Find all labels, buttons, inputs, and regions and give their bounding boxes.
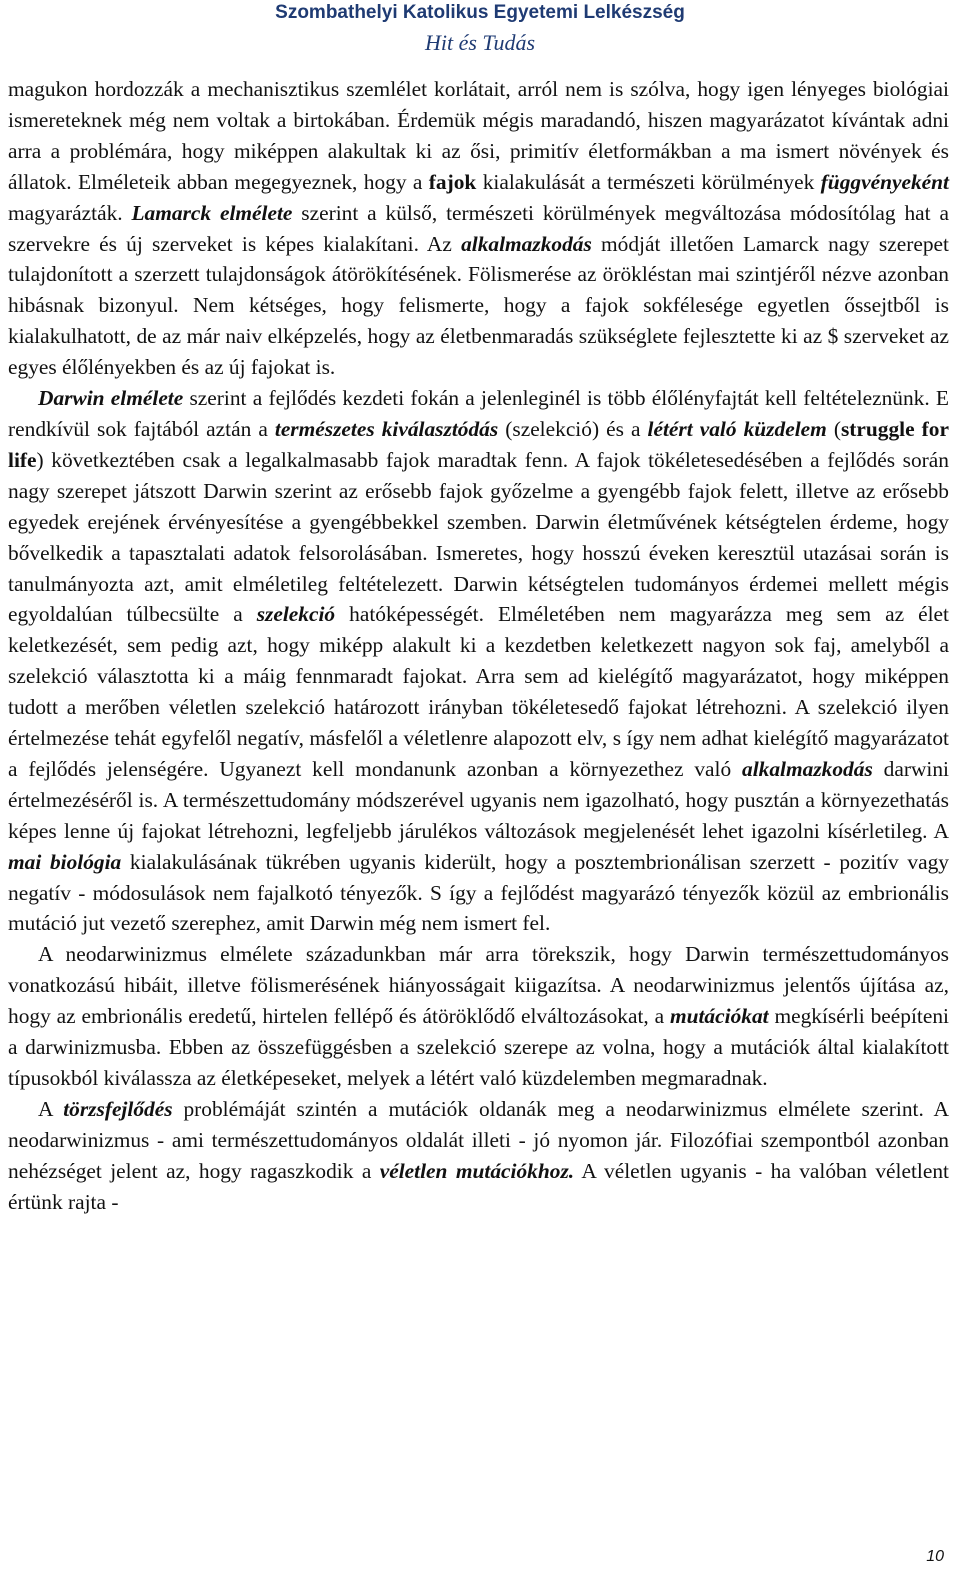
document-body <box>8 74 949 1218</box>
text-run: hatóképességét. Elméletében nem magyarázza meg sem az élet keletkezését, sem pedig azt, hogy miképp alakult ki a kezdetben keletkezett nagyon sok faj, amelyből a szelekció választotta ki a máig fennmaradt fajokat. Arra sem ad kielégítő magyarázatot, hogy miképpen tudott a merőben véletlen szelekció határozott irányban tökéletesedő fajokat létrehozni. A szelekció ilyen értelmezése tehát egyfelől negatív, másfelől a véletlenre alapozott elv, s így nem adhat kielégítő magyarázatot a fejlődés jelenségére. Ugyanezt kell mondanunk azonban a környezethez való <box>8 602 949 781</box>
emphasized-text: struggle for life <box>8 416 949 472</box>
emphasized-text: véletlen mutációkhoz. <box>379 1158 575 1183</box>
text-run: darwini értelmezéséről is. A természettudomány módszerével ugyanis nem igazolható, hogy pusztán a környezethatás képes lenne új fajokat létrehozni, legfeljebb járulékos változások megjelenését lehet igazolni kísérletileg. A <box>8 756 949 843</box>
emphasized-text: Darwin elmélete <box>38 386 184 411</box>
text-run: ( <box>826 416 841 441</box>
text-run: ) következtében csak a legalkalmasabb fajok maradtak fenn. A fajok tökéletesedésében a fejlődés során nagy szerepet játszott Darwin szerint az erősebb fajok győzelme a gyengébb fajok felett, illetve az erősebb egyedek erejének érvényesítése a gyengébbekkel szemben. Darwin életművének kétségtelen érdeme, hogy bővelkedik a tapasztalati adatok felsorolásában. Ismeretes, hogy hosszú éveken keresztül utazásai során is tanulmányozta azt, amit elméletileg feltételezett. Darwin kétségtelen tudományos érdemei mellett mégis egyoldalúan túlbecsülte a <box>8 447 949 627</box>
text-run: kialakulását a természeti körülmények <box>476 169 821 194</box>
emphasized-text: természetes kiválasztódás <box>274 416 499 441</box>
emphasized-text: alkalmazkodás <box>461 231 592 256</box>
emphasized-text: törzsfejlődés <box>63 1096 173 1121</box>
paragraph <box>8 383 949 939</box>
text-run: módját illetően Lamarck nagy szerepet tulajdonított a szerzett tulajdonságok átörökítésének. Fölismerése az örökléstan mai szintjéről nézve azonban hibásnak bizonyul. Nem kétséges, hogy felismerte, hogy a fajok sokfélesége egyetlen ősseјtből is kialakulhatott, de az már naiv elképzelés, hogy az életbenmaradás szükséglete fejlesztette ki az $ szerveket az egyes élőlényekben és az új fajokat is. <box>8 231 949 380</box>
paragraph <box>8 74 949 383</box>
page-number: 10 <box>926 1548 944 1565</box>
text-run: magyarázták. <box>8 200 132 225</box>
emphasized-text: alkalmazkodás <box>742 756 873 781</box>
text-run: A neodarwinizmus elmélete századunkban már arra törekszik, hogy Darwin természettudományos vonatkozású hibáit, illetve fölismerésének hiányosságait kiigazítsa. A neodarwinizmus jelentős újítása az, hogy az embrionális eredetű, hirtelen fellépő és átöröklődő elváltozásokat, a <box>8 942 949 1029</box>
emphasized-text: fajok <box>428 169 477 194</box>
text-run: A véletlen ugyanis - ha valóban véletlent értünk rajta - <box>8 1158 949 1214</box>
emphasized-text: Lamarck elmélete <box>131 200 293 225</box>
header-subtitle: Hit és Tudás <box>424 30 536 55</box>
paragraph <box>8 939 949 1094</box>
header-organization: Szombathelyi Katolikus Egyetemi Lelkészség <box>275 2 685 23</box>
text-run: A <box>38 1096 64 1121</box>
emphasized-text: szelekció <box>256 602 336 627</box>
text-run: magukon hordozzák a mechanisztikus szemlélet korlátait, arról nem is szólva, hogy igen lényeges biológiai ismereteknek még nem voltak a birtokában. Érdemük mégis maradandó, hiszen magyarázatot kívántak adni arra a problémára, hogy miképpen alakultak ki az ősi, primitív életformákban a ma ismert növények és állatok. Elméleteik abban megegyeznek, hogy a <box>8 77 949 194</box>
text-run: problémáját szintén a mutációk oldanák meg a neodarwinizmus elmélete szerint. A neodarwinizmus - ami természettudományos oldalát illeti - jó nyomon jár. Filozófiai szempontból azonban nehézséget jelent az, hogy ragaszkodik a <box>8 1096 950 1183</box>
emphasized-text: létért való küzdelem <box>647 416 827 441</box>
emphasized-text: függvényeként <box>820 169 949 194</box>
text-run: szerint a fejlődés kezdeti fokán a jelenleginél is több élőlényfajtát kell feltételeznünk. E rendkívül sok fajtából aztán a <box>8 386 949 441</box>
text-run: kialakulásának tükrében ugyanis kiderült, hogy a posztembrionálisan szerzett - pozitív vagy negatív - módosulások nem fajalkotó tényezők. S így a fejlődést magyarázó tényezők közül az embrionális mutáció jut vezető szerephez, amit Darwin még nem ismert fel. <box>8 849 950 936</box>
emphasized-text: mutációkat <box>669 1004 769 1029</box>
text-run: szerint a külső, természeti körülmények megváltozása módosítólag hat a szervekre és új szerveket is képes kialakítani. Az <box>8 200 949 256</box>
emphasized-text: mai biológia <box>8 849 122 874</box>
text-run: megkísérli beépíteni a darwinizmusba. Ebben az összefüggésben a szelekció szerepe az volna, hogy a mutációk által kialakított típusokból kiválassza az életképeseket, melyek a létért való küzdelemben megmaradnak. <box>8 1004 949 1090</box>
paragraph <box>8 1094 949 1218</box>
text-run: (szelekció) és a <box>498 416 648 441</box>
